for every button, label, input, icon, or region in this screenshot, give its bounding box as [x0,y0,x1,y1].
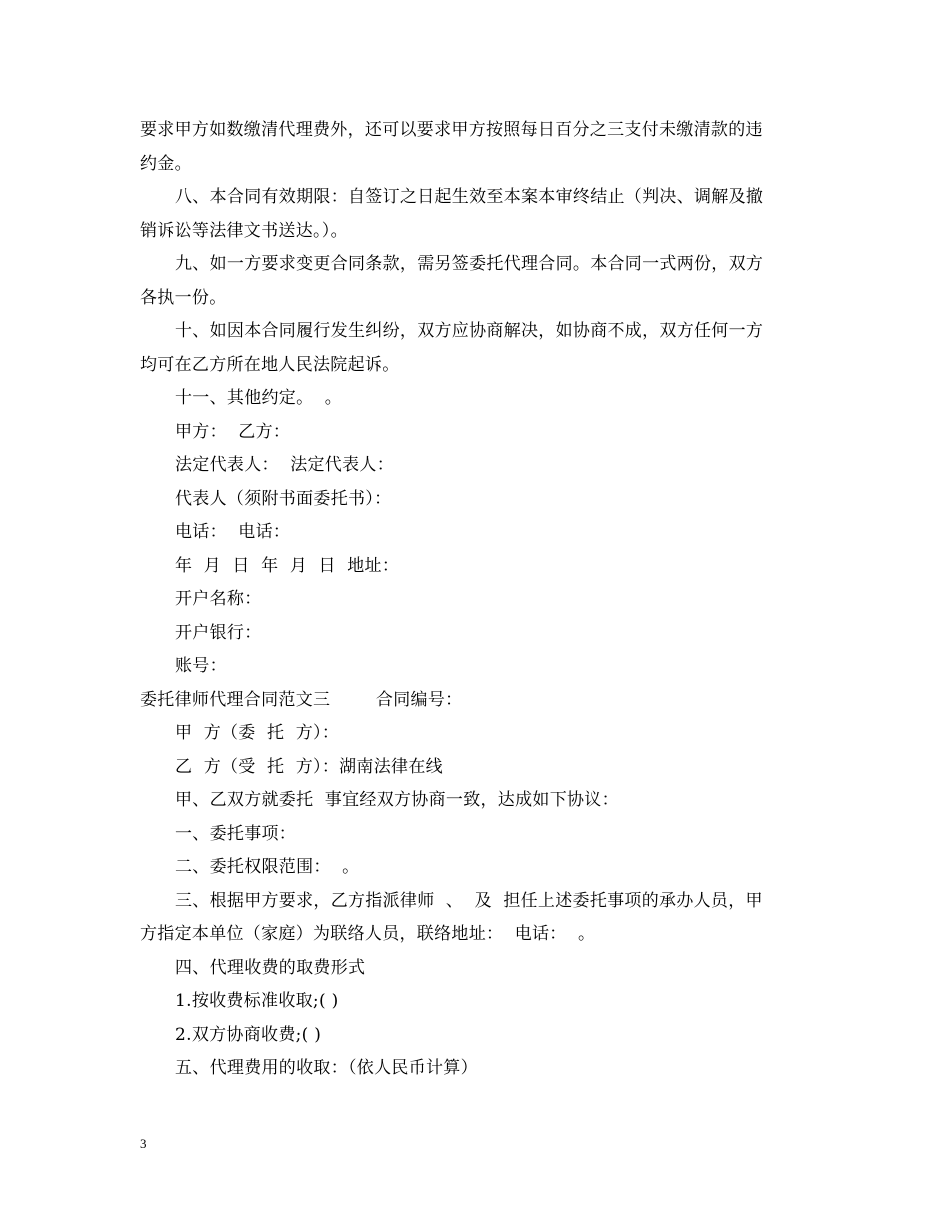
page-number: 3 [140,1136,147,1151]
text-line: 2.双方协商收费;( ) [175,1024,322,1045]
text-line: 甲方： 乙方： [175,421,291,442]
text-line: 1.按收费标准收取;( ) [175,991,339,1011]
text-line: 销诉讼等法律文书送达。）。 [140,220,348,241]
document-body [140,114,812,1086]
text-line: 二、委托权限范围： 。 [175,857,360,877]
text-line: 甲、乙双方就委托 事宜经双方协商一致，达成如下协议： [175,790,619,810]
text-line: 账号： [175,656,227,676]
text-line: 法定代表人： 法定代表人： [175,455,395,475]
text-line: 乙 方（受 托 方）：湖南法律在线 [175,756,443,777]
text-line: 十一、其他约定。 。 [175,388,343,408]
text-line: 代表人（须附书面委托书）： [175,488,392,509]
text-line: 年 月 日 年 月 日 地址： [175,555,400,576]
text-line: 五、代理费用的收取：（依人民币计算） [175,1058,478,1078]
text-line: 委托律师代理合同范文三 合同编号： [140,689,463,710]
text-line: 四、代理收费的取费形式 [175,957,366,978]
text-line: 约金。 [140,153,192,174]
text-line: 九、如一方要求变更合同条款，需另签委托代理合同。本合同一式两份，双方 [175,254,764,274]
text-line: 要求甲方如数缴清代理费外，还可以要求甲方按照每日百分之三支付未缴清款的违 [140,120,763,140]
text-line: 各执一份。 [140,287,227,308]
text-line: 一、委托事项： [175,823,297,844]
text-line: 开户名称： [175,589,262,609]
text-line: 十、如因本合同履行发生纠纷，双方应协商解决，如协商不成，双方任何一方 [175,321,764,341]
text-line: 甲 方（委 托 方）： [175,723,340,743]
text-line: 均可在乙方所在地人民法院起诉。 [140,354,400,375]
text-line: 开户银行： [175,622,262,643]
text-line: 八、本合同有效期限：自签订之日起生效至本案本审终结止（判决、调解及撤 [175,187,764,207]
text-line: 方指定本单位（家庭）为联络人员，联络地址： 电话： 。 [140,924,596,944]
text-line: 三、根据甲方要求，乙方指派律师 、 及 担任上述委托事项的承办人员，甲 [175,890,763,911]
text-line: 电话： 电话： [175,522,291,542]
